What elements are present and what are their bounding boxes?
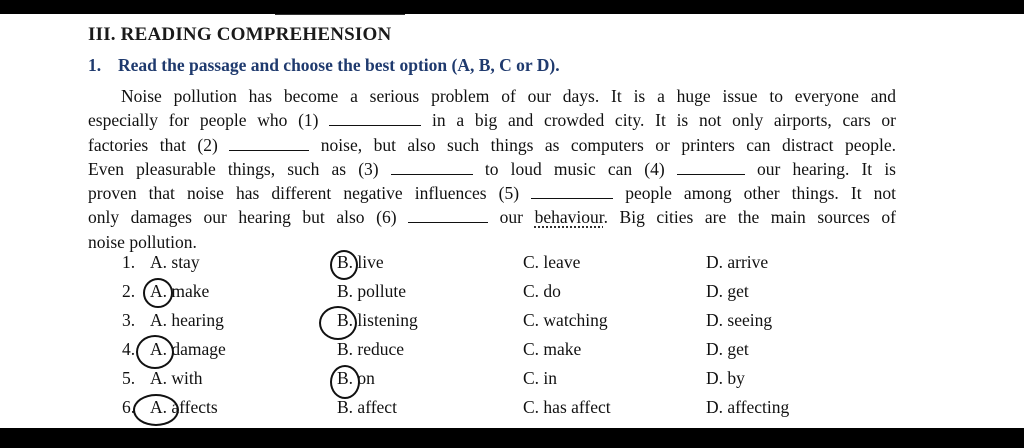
reading-passage	[88, 84, 896, 254]
option-c[interactable]: C. watching	[523, 310, 608, 330]
blank-3	[391, 160, 473, 175]
option-a[interactable]: A. damage	[150, 339, 226, 359]
option-b[interactable]: B. pollute	[337, 281, 407, 301]
question-row: 5. A. with B. on C. in D. by	[122, 368, 745, 388]
passage-line-5: proven that noise has different negative influences (5) people among other things. It not	[88, 183, 896, 204]
passage-line-3: factories that (2) noise, but also such things as computers or printers can distract people.	[88, 134, 897, 155]
option-a[interactable]: A. hearing	[150, 310, 224, 330]
passage-line-2: especially for people who (1) in a big and crowded city. It is not only airports, cars or	[88, 110, 896, 131]
option-a[interactable]: A. stay	[150, 252, 200, 272]
option-c[interactable]: C. leave	[523, 252, 581, 272]
question-row: 3. A. hearing B. listening C. watching D. seeing	[122, 310, 773, 330]
option-b[interactable]: B. affect	[337, 397, 397, 417]
blank-1	[329, 111, 421, 126]
option-a[interactable]: A. with	[150, 368, 203, 388]
top-rule	[275, 14, 405, 15]
option-a[interactable]: A. make	[150, 281, 210, 301]
question-row: 2. A. make B. pollute C. do D. get	[122, 281, 749, 301]
option-b[interactable]: B. listening	[337, 310, 418, 330]
blank-2	[229, 136, 309, 151]
option-c[interactable]: C. make	[523, 339, 582, 359]
option-d[interactable]: D. affecting	[706, 397, 790, 417]
option-b[interactable]: B. live	[337, 252, 384, 272]
section-title: III. READING COMPREHENSION	[88, 24, 392, 45]
option-c[interactable]: C. do	[523, 281, 561, 301]
passage-line-6: only damages our hearing but also (6) our behaviour. Big cities are the main sources of	[88, 207, 896, 228]
instruction-number: 1.	[88, 55, 102, 75]
bottom-frame	[0, 428, 1024, 448]
option-a[interactable]: A. affects	[150, 397, 218, 417]
option-d[interactable]: D. by	[706, 368, 745, 388]
question-row: 6. A. affects B. affect C. has affect D. affecting	[122, 397, 790, 417]
option-b[interactable]: B. reduce	[337, 339, 405, 359]
passage-line-1: Noise pollution has become a serious problem of our days. It is a huge issue to everyone and	[121, 86, 896, 106]
option-c[interactable]: C. has affect	[523, 397, 611, 417]
passage-line-4: Even pleasurable things, such as (3) to loud music can (4) our hearing. It is	[88, 158, 896, 179]
instruction-text: Read the passage and choose the best option (A, B, C or D).	[118, 55, 560, 75]
option-d[interactable]: D. arrive	[706, 252, 769, 272]
option-c[interactable]: C. in	[523, 368, 558, 388]
passage-line-7: noise pollution.	[88, 231, 197, 252]
question-row: 4. A. damage B. reduce C. make D. get	[122, 339, 749, 359]
blank-5	[531, 184, 613, 199]
option-d[interactable]: D. seeing	[706, 310, 773, 330]
worksheet-page	[0, 14, 1024, 428]
instruction	[88, 55, 560, 76]
blank-4	[677, 160, 745, 175]
option-d[interactable]: D. get	[706, 281, 749, 301]
blank-6	[408, 208, 488, 223]
option-d[interactable]: D. get	[706, 339, 749, 359]
option-b[interactable]: B. on	[337, 368, 375, 388]
question-row: 1. A. stay B. live C. leave D. arrive	[122, 252, 769, 272]
